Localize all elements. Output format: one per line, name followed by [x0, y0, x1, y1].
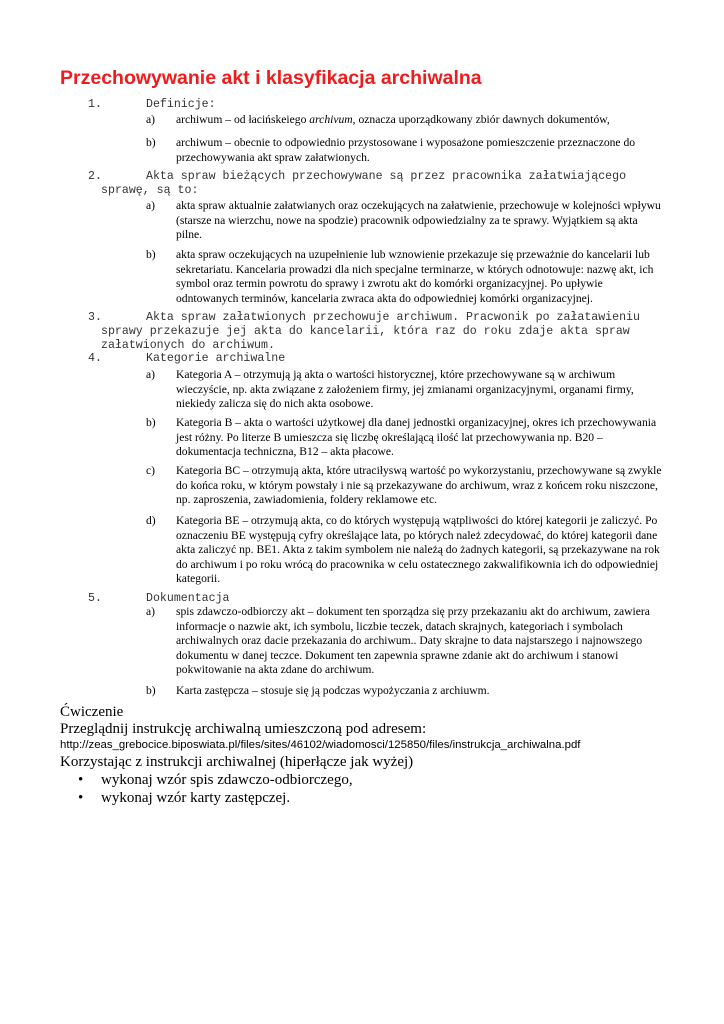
section-number: 1.	[88, 98, 102, 111]
section-heading: Akta spraw załatwionych przechowuje archiwum. Pracwonik po załatawieniu sprawy przekazuje jej akta do kancelarii, która raz do roku zdaje akta spraw załatwionych do archiwum.	[101, 311, 640, 352]
item-text: Kategoria BE – otrzymują akta, co do których występują wątpliwości do której kategorii je zaliczyć. Po oznaczeniu BE występują cyfry określające lata, po których należ zdecydować, do której kategorii dane akta zaliczyć np. BE1. Akta z takim symbolem nie należą do żadnych kategorii, są przekazywane na rok do archiwum i po roku wrócą do pracownika w celu ostatecznego zakwalifikownia ich do odpowiedniej kategorii.	[176, 514, 660, 585]
section-heading: Definicje:	[146, 98, 216, 111]
section-heading: Akta spraw bieżących przechowywane są przez pracownika załatwiającego sprawę, są to:	[101, 170, 627, 197]
page-title: Przechowywanie akt i klasyfikacja archiwalna	[60, 67, 482, 89]
section-number: 4.	[88, 352, 102, 365]
item-text: Kategoria A – otrzymują ją akta o wartości historycznej, które przechowywane są w archiwum wieczyście, np. akta związane z założeniem firmy, jej zmianami organizacyjnymi, organami firmy, niekiedy zalicza się do nich akta osobowe.	[176, 368, 634, 410]
item-text: Karta zastępcza – stosuje się ją podczas wypożyczania z archiuwm.	[176, 684, 490, 697]
item-label: b)	[146, 416, 156, 429]
bullet-icon: •	[78, 772, 84, 788]
exercise-heading: Ćwiczenie	[60, 704, 124, 720]
item-label: c)	[146, 464, 156, 477]
task-item: wykonaj wzór karty zastępczej.	[101, 790, 291, 806]
instruction-url-link[interactable]: http://zeas_grebocice.biposwiata.pl/files/sites/46102/wiadomosci/125850/files/instrukcja_archiwalna.pdf	[60, 739, 581, 751]
item-label: b)	[146, 248, 156, 261]
item-label: a)	[146, 199, 156, 212]
section-heading: Dokumentacja	[146, 592, 230, 605]
item-text: spis zdawczo-odbiorczy akt – dokument ten sporządza się przy przekazaniu akt do archiwum, zawiera informacje o nazwie akt, ich symbolu, liczbie teczek, datach skrajnych, kategoriach i symbolach archiwalnych oraz dacie przekazania do archiwum.. Daty skrajne to data najstarszego i najnowszego dokumentu w danej teczce. Dokument ten zapewnia sprawne zdanie akt do archiwum i stanowi pokwitowanie na akta zdane do archiwum.	[176, 605, 650, 676]
item-label: d)	[146, 514, 156, 527]
item-text: Kategoria BC – otrzymują akta, które utraciłyswą wartość po wykorzystaniu, przechowywane są zwykle do końca roku, w którym powstały i nie są przekazywane do archiwum, wraz z końcem roku niszczone, np. zaproszenia, zawiadomienia, foldery reklamowe etc.	[176, 464, 662, 506]
item-text: archiwum – obecnie to odpowiednio przystosowane i wyposażone pomieszczenie przeznaczone do przechowywania akt spraw załatwionych.	[176, 136, 636, 164]
item-text: Kategoria B – akta o wartości użytkowej dla danej jednostki organizacyjnej, okres ich przechowywania jest różny. Po literze B umieszcza się liczbę określającą ilość lat przechowywania np. B20 – dokumentacja techniczna, B12 – akta płacowe.	[176, 416, 657, 458]
item-label: b)	[146, 136, 156, 149]
section-number: 2.	[88, 170, 102, 183]
exercise-instruction: Przeglądnij instrukcję archiwalną umieszczoną pod adresem:	[60, 721, 427, 737]
section-heading: Kategorie archiwalne	[146, 352, 286, 365]
item-label: a)	[146, 605, 156, 618]
item-text: archiwum – od łacińskeiego archivum, oznacza uporządkowany zbiór dawnych dokumentów,	[176, 113, 610, 126]
section-number: 5.	[88, 592, 102, 605]
bullet-icon: •	[78, 790, 84, 806]
exercise-instruction-2: Korzystając z instrukcji archiwalnej (hiperłącze jak wyżej)	[60, 754, 414, 770]
item-text: akta spraw oczekujących na uzupełnienie lub wznowienie przekazuje się przeważnie do kancelarii lub sekretariatu. Kancelaria prowadzi dla nich specjalne terminarze, w których odnotowuje: nazwę akt, ich symbol oraz termin powrotu do sprawy i zwrotu akt do komórki organizacyjnej. Po upływie odntowanych terminów, kancelaria zwraca akta do odpowiedniej komórki organizacyjnej.	[176, 248, 654, 305]
item-label: a)	[146, 368, 156, 381]
section-number: 3.	[88, 311, 102, 324]
item-label: b)	[146, 684, 156, 697]
item-label: a)	[146, 113, 156, 126]
item-text: akta spraw aktualnie załatwianych oraz oczekujących na załatwienie, przechowuje w kolejności wpływu (starsze na wierzchu, nowe na spodzie) pracownik odpowiedzialny za te sprawy. Wyjątkiem są akta pilne.	[176, 199, 661, 241]
task-item: wykonaj wzór spis zdawczo-odbiorczego,	[101, 772, 353, 788]
